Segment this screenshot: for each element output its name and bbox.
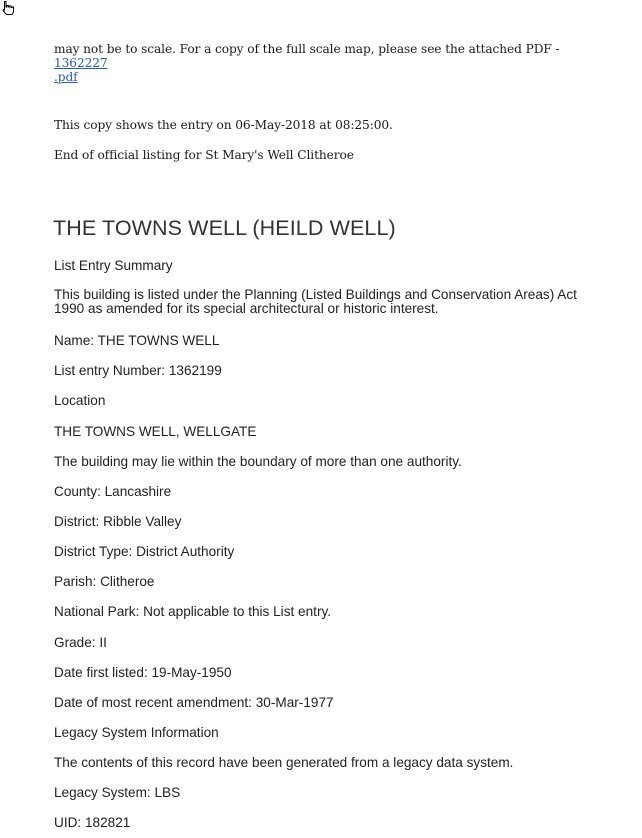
location-heading: Location	[54, 393, 106, 408]
hand-pointer-icon	[0, 0, 16, 16]
list-entry-number: List entry Number: 1362199	[54, 363, 222, 378]
district-field: District: Ribble Valley	[54, 514, 182, 529]
pdf-link[interactable]	[54, 56, 108, 84]
pdf-link-part1: 1362227	[54, 56, 108, 70]
summary-text	[54, 288, 604, 316]
district-type-field: District Type: District Authority	[54, 544, 235, 559]
national-park-field: National Park: Not applicable to this List entry.	[54, 604, 332, 619]
legacy-system-field: Legacy System: LBS	[54, 785, 181, 800]
county-field: County: Lancashire	[54, 484, 172, 499]
uid-field: UID: 182821	[54, 815, 131, 830]
end-listing-text: End of official listing for St Mary's Well Clitheroe	[54, 148, 354, 162]
summary-text-line2: 1990 as amended for its special architectural or historic interest.	[54, 301, 439, 316]
name-field: Name: THE TOWNS WELL	[54, 333, 220, 348]
location-text: THE TOWNS WELL, WELLGATE	[54, 424, 257, 439]
legacy-heading: Legacy System Information	[54, 725, 219, 740]
pdf-link-part2: .pdf	[54, 70, 78, 84]
parish-field: Parish: Clitheroe	[54, 574, 155, 589]
copy-date-text: This copy shows the entry on 06-May-2018 at 08:25:00.	[54, 118, 393, 132]
page-title: THE TOWNS WELL (HEILD WELL)	[53, 216, 396, 240]
map-scale-note	[54, 42, 604, 84]
date-first-listed-field: Date first listed: 19-May-1950	[54, 665, 232, 680]
legacy-note: The contents of this record have been generated from a legacy data system.	[54, 755, 514, 770]
boundary-note: The building may lie within the boundary of more than one authority.	[54, 454, 462, 469]
summary-heading: List Entry Summary	[54, 258, 173, 273]
date-amendment-field: Date of most recent amendment: 30-Mar-1977	[54, 695, 334, 710]
map-scale-text: may not be to scale. For a copy of the full scale map, please see the attached PDF -	[54, 42, 560, 56]
summary-text-line1: This building is listed under the Planning (Listed Buildings and Conservation Areas) Act	[54, 287, 577, 302]
grade-field: Grade: II	[54, 635, 107, 650]
